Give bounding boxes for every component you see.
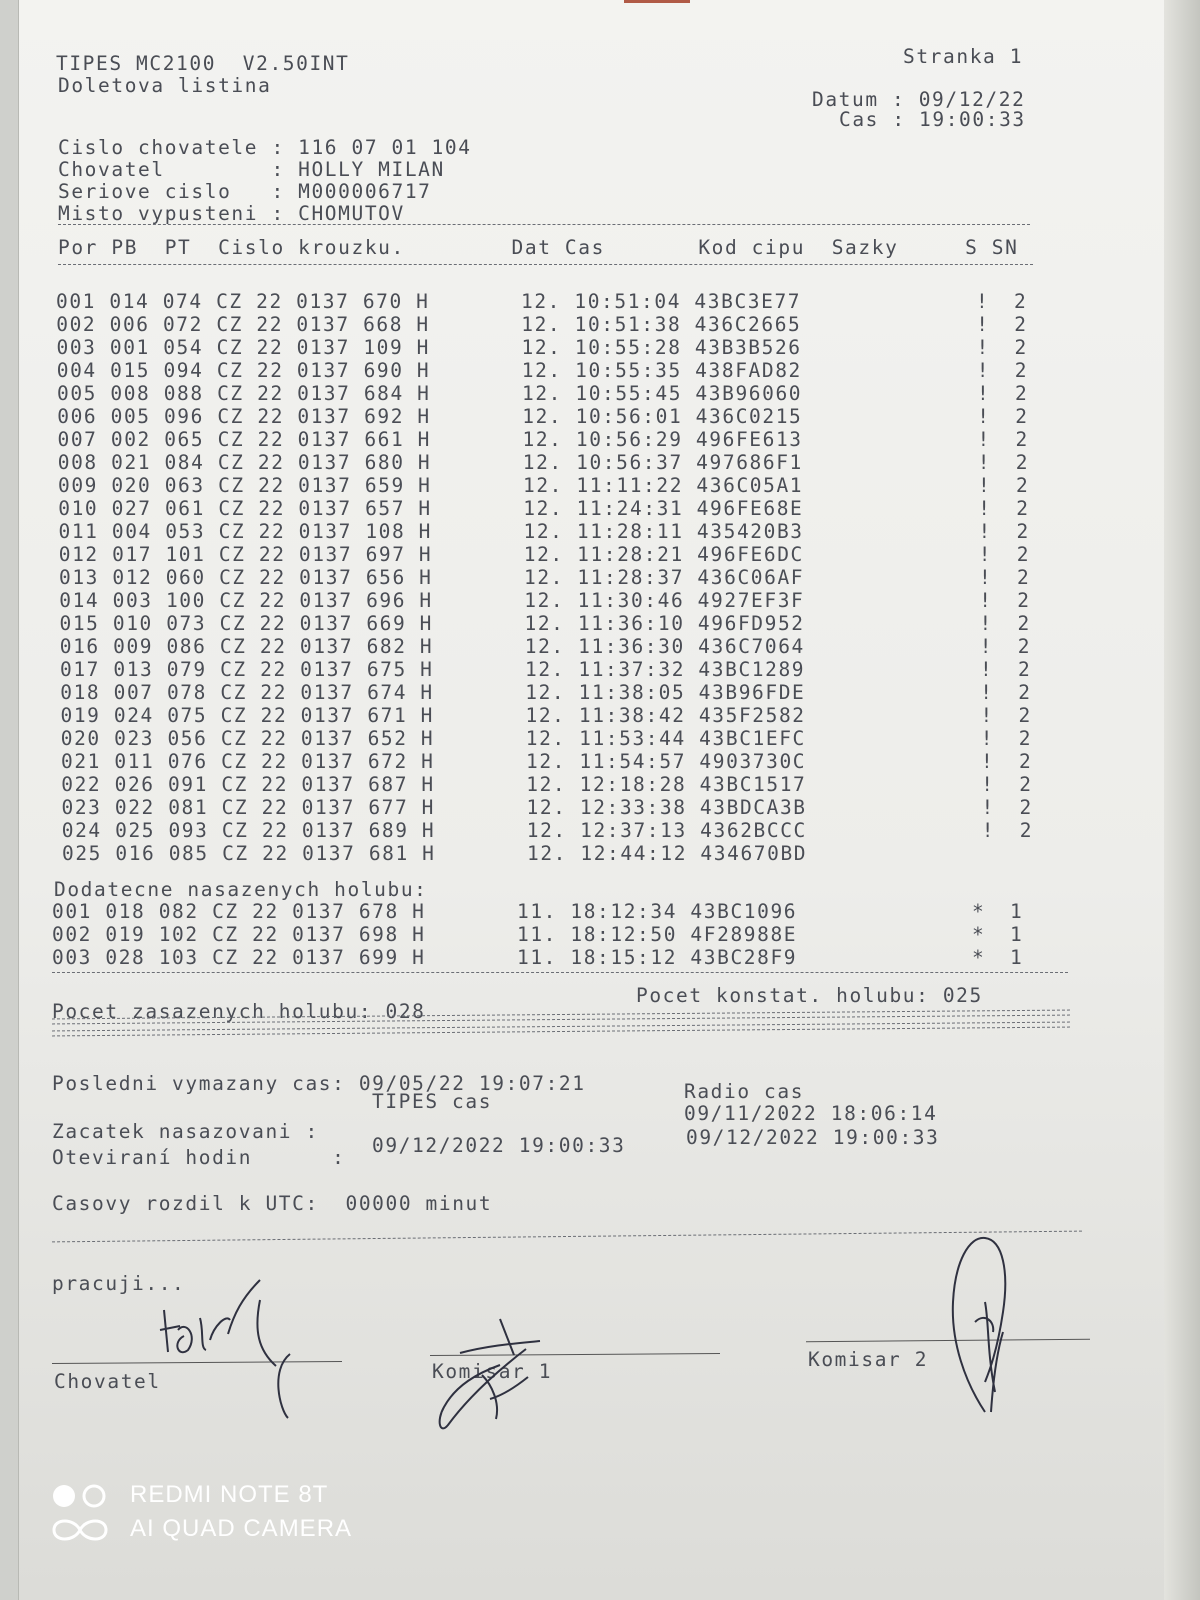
watermark-line-2: AI QUAD CAMERA — [130, 1515, 353, 1542]
page-number: Stranka 1 — [903, 45, 1024, 68]
arrival-time-cell: 12. 10:56:29 496FE613 — [522, 428, 803, 451]
arrival-time-cell: 12. 11:54:57 4903730C — [526, 750, 807, 773]
ring-number-cell: 002 006 072 CZ 22 0137 668 H — [56, 313, 430, 336]
status-cell: ! — [981, 750, 995, 773]
sn-cell: 1 — [1010, 946, 1024, 969]
arrival-time-cell: 12. 11:38:42 435F2582 — [525, 704, 806, 727]
arrival-time-cell: 12. 11:36:10 496FD952 — [524, 612, 805, 635]
sn-cell: 2 — [1017, 589, 1031, 612]
sn-cell: 2 — [1016, 520, 1030, 543]
radio-time-start: 09/11/2022 18:06:14 — [684, 1102, 938, 1125]
arrival-time-cell: 11. 18:12:50 4F28988E — [517, 923, 798, 946]
sn-cell: 2 — [1016, 474, 1030, 497]
ring-number-cell: 020 023 056 CZ 22 0137 652 H — [60, 727, 435, 750]
sn-cell: 2 — [1019, 796, 1033, 819]
status-cell: ! — [981, 819, 996, 842]
arrival-time-cell: 12. 11:28:11 435420B3 — [523, 520, 804, 543]
arrival-time-cell: 12. 11:24:31 496FE68E — [523, 497, 804, 520]
ring-number-cell: 007 002 065 CZ 22 0137 661 H — [57, 428, 432, 451]
arrival-time-cell: 11. 18:12:34 43BC1096 — [517, 900, 798, 923]
arrival-time-cell: 12. 10:55:45 43B96060 — [522, 382, 803, 405]
status-cell: * — [972, 900, 986, 923]
release-place: Misto vypusteni : CHOMUTOV — [58, 202, 405, 225]
ring-number-cell: 023 022 081 CZ 22 0137 677 H — [61, 796, 436, 819]
ring-number-cell: 016 009 086 CZ 22 0137 682 H — [59, 635, 434, 658]
commissioner-2-signature — [945, 1232, 1025, 1422]
arrival-time-cell: 11. 18:15:12 43BC28F9 — [517, 946, 798, 969]
status-cell: ! — [977, 428, 991, 451]
arrival-time-cell: 12. 10:55:35 438FAD82 — [521, 359, 802, 382]
ring-number-cell: 003 001 054 CZ 22 0137 109 H — [56, 336, 431, 359]
ring-number-cell: 019 024 075 CZ 22 0137 671 H — [60, 704, 435, 727]
ring-number-cell: 014 003 100 CZ 22 0137 696 H — [59, 589, 433, 612]
sn-cell: 2 — [1017, 612, 1031, 635]
sn-cell: 2 — [1015, 451, 1030, 474]
status-cell: ! — [978, 543, 993, 566]
status-cell: ! — [980, 727, 995, 750]
arrival-time-cell: 12. 11:36:30 436C7064 — [524, 635, 805, 658]
sn-cell: 2 — [1017, 635, 1032, 658]
arrival-time-cell: 12. 11:11:22 436C05A1 — [523, 474, 804, 497]
breeder-number: Cislo chovatele : 116 07 01 104 — [58, 136, 472, 159]
sn-cell: 2 — [1019, 773, 1033, 796]
status-cell: ! — [977, 382, 991, 405]
status-cell: ! — [976, 336, 990, 359]
basketed-count: Pocet zasazenych holubu: 028 — [52, 1000, 426, 1023]
utc-offset: Casovy rozdil k UTC: 00000 minut — [52, 1192, 493, 1215]
arrival-time-cell: 12. 10:56:37 497686F1 — [522, 451, 803, 474]
status-cell: ! — [976, 313, 990, 336]
ring-number-cell: 018 007 078 CZ 22 0137 674 H — [60, 681, 434, 704]
sn-cell: 2 — [1018, 681, 1032, 704]
arrival-time-cell: 12. 12:18:28 43BC1517 — [526, 773, 807, 796]
ring-number-cell: 009 020 063 CZ 22 0137 659 H — [58, 474, 432, 497]
arrival-time-cell: 12. 10:56:01 436C0215 — [522, 405, 803, 428]
sn-cell: 2 — [1019, 750, 1033, 773]
ring-number-cell: 022 026 091 CZ 22 0137 687 H — [61, 773, 435, 796]
sn-cell: 1 — [1010, 900, 1024, 923]
status-cell: ! — [979, 566, 993, 589]
clock-opening-label: Oteviraní hodin : — [52, 1146, 346, 1169]
ring-number-cell: 015 010 073 CZ 22 0137 669 H — [59, 612, 434, 635]
commissioner-1-signature — [430, 1315, 553, 1435]
radio-time-end: 09/12/2022 19:00:33 — [686, 1126, 940, 1149]
ring-number-cell: 001 014 074 CZ 22 0137 670 H — [56, 290, 430, 313]
ring-number-cell: 021 011 076 CZ 22 0137 672 H — [61, 750, 435, 773]
ring-number-cell: 025 016 085 CZ 22 0137 681 H — [62, 842, 436, 865]
ring-number-cell: 006 005 096 CZ 22 0137 692 H — [57, 405, 431, 428]
ring-number-cell: 003 028 103 CZ 22 0137 699 H — [52, 946, 426, 969]
divider — [52, 972, 1068, 973]
ring-number-cell: 024 025 093 CZ 22 0137 689 H — [61, 819, 436, 842]
working-status: pracuji... — [52, 1272, 186, 1295]
sn-cell: 2 — [1018, 658, 1032, 681]
sn-cell: 1 — [1010, 923, 1024, 946]
commissioner-2-label: Komisar 2 — [808, 1348, 929, 1371]
time-field: Cas : 19:00:33 — [839, 108, 1026, 131]
arrival-time-cell: 12. 11:30:46 4927EF3F — [524, 589, 805, 612]
sn-cell: 2 — [1014, 290, 1028, 313]
sn-cell: 2 — [1014, 336, 1028, 359]
breeder-signature — [150, 1270, 310, 1420]
status-cell: ! — [980, 681, 994, 704]
status-cell: ! — [981, 773, 995, 796]
status-cell: ! — [977, 405, 991, 428]
ring-number-cell: 005 008 088 CZ 22 0137 684 H — [57, 382, 431, 405]
commissioner-1-label: Komisar 1 — [432, 1360, 553, 1383]
arrival-time-cell: 12. 11:38:05 43B96FDE — [525, 681, 806, 704]
divider — [58, 264, 1033, 265]
arrival-time-cell: 12. 10:51:38 436C2665 — [521, 313, 802, 336]
arrival-time-cell: 12. 11:53:44 43BC1EFC — [525, 727, 806, 750]
sn-cell: 2 — [1015, 382, 1029, 405]
additional-heading: Dodatecne nasazenych holubu: — [54, 878, 428, 901]
date-field: Datum : 09/12/22 — [812, 88, 1026, 111]
status-cell: ! — [976, 290, 990, 313]
ring-number-cell: 004 015 094 CZ 22 0137 690 H — [56, 359, 431, 382]
sn-cell: 2 — [1018, 727, 1033, 750]
tipes-time-value: 09/12/2022 19:00:33 — [372, 1134, 626, 1157]
arrival-time-cell: 12. 11:28:21 496FE6DC — [523, 543, 804, 566]
serial-number: Seriove cislo : M000006717 — [58, 180, 432, 203]
sn-cell: 2 — [1018, 704, 1032, 727]
column-headers: Por PB PT Cislo krouzku. Dat Cas Kod cipu Sazky S SN — [58, 236, 1019, 259]
status-cell: ! — [981, 796, 995, 819]
status-cell: ! — [980, 658, 994, 681]
divider — [58, 224, 1030, 225]
arrival-time-cell: 12. 11:37:32 43BC1289 — [525, 658, 806, 681]
status-cell: ! — [977, 451, 992, 474]
ring-number-cell: 011 004 053 CZ 22 0137 108 H — [58, 520, 433, 543]
breeder-signature-label: Chovatel — [54, 1370, 161, 1393]
status-cell: ! — [976, 359, 991, 382]
sn-cell: 2 — [1019, 819, 1034, 842]
sn-cell: 2 — [1015, 428, 1029, 451]
clocked-count: Pocet konstat. holubu: 025 — [636, 984, 983, 1007]
arrival-time-cell: 12. 10:55:28 43B3B526 — [521, 336, 802, 359]
status-cell: ! — [979, 589, 993, 612]
sn-cell: 2 — [1014, 313, 1028, 336]
arrival-time-cell: 12. 10:51:04 43BC3E77 — [521, 290, 802, 313]
arrival-time-cell: 12. 12:44:12 434670BD — [527, 842, 808, 865]
status-cell: * — [972, 923, 986, 946]
ring-number-cell: 013 012 060 CZ 22 0137 656 H — [59, 566, 433, 589]
ring-number-cell: 010 027 061 CZ 22 0137 657 H — [58, 497, 432, 520]
status-cell: ! — [978, 497, 992, 520]
top-mark — [624, 0, 690, 3]
status-cell: ! — [979, 635, 994, 658]
sn-cell: 2 — [1014, 359, 1029, 382]
sn-cell: 2 — [1017, 566, 1031, 589]
document-title: Doletova listina — [58, 74, 272, 97]
status-cell: ! — [980, 704, 994, 727]
breeder-name: Chovatel : HOLLY MILAN — [58, 158, 445, 181]
sn-cell: 2 — [1015, 405, 1029, 428]
ring-number-cell: 001 018 082 CZ 22 0137 678 H — [52, 900, 426, 923]
arrival-time-cell: 12. 12:33:38 43BDCA3B — [526, 796, 807, 819]
radio-time-label: Radio cas — [684, 1080, 805, 1103]
ring-number-cell: 017 013 079 CZ 22 0137 675 H — [60, 658, 434, 681]
sn-cell: 2 — [1016, 497, 1030, 520]
arrival-time-cell: 12. 11:28:37 436C06AF — [524, 566, 805, 589]
device-title: TIPES MC2100 V2.50INT — [56, 52, 350, 75]
camera-logo-icon — [50, 1482, 110, 1544]
ring-number-cell: 008 021 084 CZ 22 0137 680 H — [57, 451, 432, 474]
ring-number-cell: 002 019 102 CZ 22 0137 698 H — [52, 923, 426, 946]
watermark-line-1: REDMI NOTE 8T — [130, 1481, 329, 1508]
last-cleared-time: Posledni vymazany cas: 09/05/22 19:07:21 — [52, 1072, 586, 1095]
status-cell: ! — [978, 474, 992, 497]
status-cell: * — [972, 946, 986, 969]
tipes-time-label: TIPES cas — [372, 1090, 493, 1113]
sn-cell: 2 — [1016, 543, 1031, 566]
status-cell: ! — [979, 612, 993, 635]
ring-number-cell: 012 017 101 CZ 22 0137 697 H — [58, 543, 433, 566]
arrival-time-cell: 12. 12:37:13 4362BCCC — [526, 819, 807, 842]
status-cell: ! — [978, 520, 992, 543]
paper-edge — [1164, 0, 1200, 1600]
basketing-start-label: Zacatek nasazovani : — [52, 1120, 319, 1143]
